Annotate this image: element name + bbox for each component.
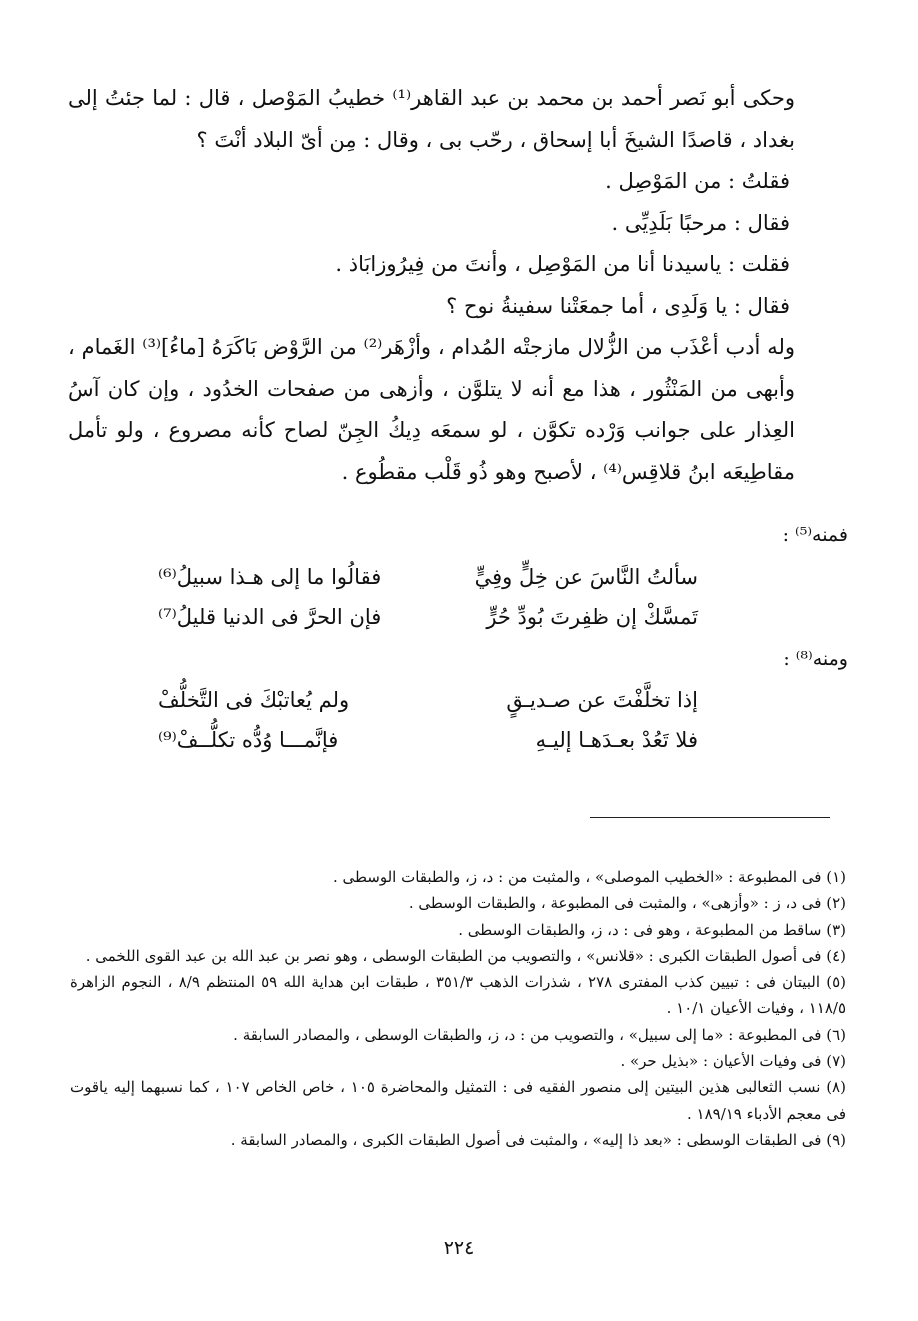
page-number: ٢٢٤ xyxy=(443,1237,475,1259)
footnote: (٢) فى د، ز : «وأزهى» ، والمثبت فى المطبوعة ، والطبقات الوسطى . xyxy=(408,894,846,913)
footnote: (٥) البيتان فى : تبيين كذب المفترى ٢٧٨ ، شذرات الذهب ٣٥١/٣ ، طبقات ابن هداية الله ٥٩ المنتظم ٨/٩ ، النجوم الزاهرة ١١٨/٥ ، وفيات الأعيان ١٠/١ . xyxy=(70,973,847,1018)
verse-first-hemistich: إذا تخلَّفْتَ عن صـديـقٍ xyxy=(506,688,698,712)
verse-second-hemistich: فإنَّمـــا وُدُّه تكلُّــفْ⁽⁹⁾ xyxy=(158,728,339,752)
verse-second-hemistich: فقالُوا ما إلى هـذا سبيلُ⁽⁶⁾ xyxy=(158,565,382,589)
verse-intro: فمنه⁽⁵⁾ : xyxy=(782,524,848,546)
verse-block xyxy=(158,565,718,645)
footnote: (٩) فى الطبقات الوسطى : «بعد ذا إليه» ، والمثبت فى أصول الطبقات الكبرى ، والمصادر السابقة . xyxy=(230,1130,846,1149)
paragraph: وحكى أبو نَصر أحمد بن محمد بن عبد القاهر⁽¹⁾ خطيبُ المَوْصل ، قال : لما جئتُ إلى بغداد ، قاصدًا الشيخَ أبا إسحاق ، رحّب بى ، وقال : مِن أىّ البلاد أنْتَ ؟ xyxy=(68,86,796,152)
verse-line xyxy=(158,605,718,645)
verse-intro: ومنه⁽⁸⁾ : xyxy=(783,648,848,670)
footnote: (٤) فى أصول الطبقات الكبرى : «قلانس» ، والتصويب من الطبقات الوسطى ، وهو نصر بن عبد الله بن عبد القوى اللخمى . xyxy=(85,946,846,965)
dialogue-line: فقلت : ياسيدنا أنا من المَوْصِل ، وأنتَ من فِيرُوزابَاذ . xyxy=(335,252,790,276)
footnote: (٨) نسب الثعالبى هذين البيتين إلى منصور الفقيه فى : التمثيل والمحاضرة ١٠٥ ، خاص الخاص ١٠٧ ، كما نسبهما إليه ياقوت فى معجم الأدباء ١٨٩/١٩ . xyxy=(70,1078,846,1123)
verse-line xyxy=(158,728,718,768)
verse-second-hemistich: ولم يُعاتبْكَ فى التَّخلُّفْ xyxy=(158,688,350,712)
dialogue-line: فقال : يا وَلَدِى ، أما جمعَتْنا سفينةُ نوح ؟ xyxy=(446,293,790,318)
footnote: (٧) فى وفيات الأعيان : «بذيل حر» . xyxy=(620,1052,846,1071)
footnote: (١) فى المطبوعة : «الخطيب الموصلى» ، والمثبت من : د، ز، والطبقات الوسطى . xyxy=(332,868,846,886)
footnotes xyxy=(70,864,846,1153)
verse-first-hemistich: سألتُ النَّاسَ عن خِلٍّ وفِيٍّ xyxy=(474,565,698,589)
dialogue-line: فقال : مرحبًا بَلَدِيِّى . xyxy=(611,210,790,235)
verse-first-hemistich: فلا تَعُدْ بعـدَهـا إليـهِ xyxy=(535,728,698,752)
verse-block xyxy=(158,688,718,768)
verse-line xyxy=(158,565,718,605)
footnote: (٣) ساقط من المطبوعة ، وهو فى : د، ز، والطبقات الوسطى . xyxy=(458,920,846,939)
verse-line xyxy=(158,688,718,728)
dialogue-line: فقلتُ : من المَوْصِل . xyxy=(605,169,790,193)
footnote: (٦) فى المطبوعة : «ما إلى سبيل» ، والتصويب من : د، ز، والطبقات الوسطى ، والمصادر السابقة . xyxy=(233,1025,846,1044)
main-text xyxy=(68,78,850,493)
verse-first-hemistich: تَمسَّكْ إن ظفِرتَ بُودِّ حُرٍّ xyxy=(486,605,698,629)
verse-second-hemistich: فإن الحرَّ فى الدنيا قليلُ⁽⁷⁾ xyxy=(158,605,382,629)
footnote-divider xyxy=(590,817,830,818)
paragraph: وله أدب أعْذَب من الزُّلال مازجتْه المُدام ، وأزْهَر⁽²⁾ من الرَّوْض بَاكَرَهُ [ماءُ]⁽³⁾ الغَمام ، وأبهى من المَنْثُور ، هذا مع أنه لا يتلوَّن ، وأزهى من صفحات الخدُود ، وإن كان آسُ العِذار على جوانب وَرْده تكوَّن ، لو سمعَه دِيكُ الجِنّ لصاح كأنه مصروع ، ولو تأمل مقاطِيعَه ابنُ قلاقِس⁽⁴⁾ ، لأصبح وهو ذُو قَلْب مقطُوع . xyxy=(68,335,795,484)
